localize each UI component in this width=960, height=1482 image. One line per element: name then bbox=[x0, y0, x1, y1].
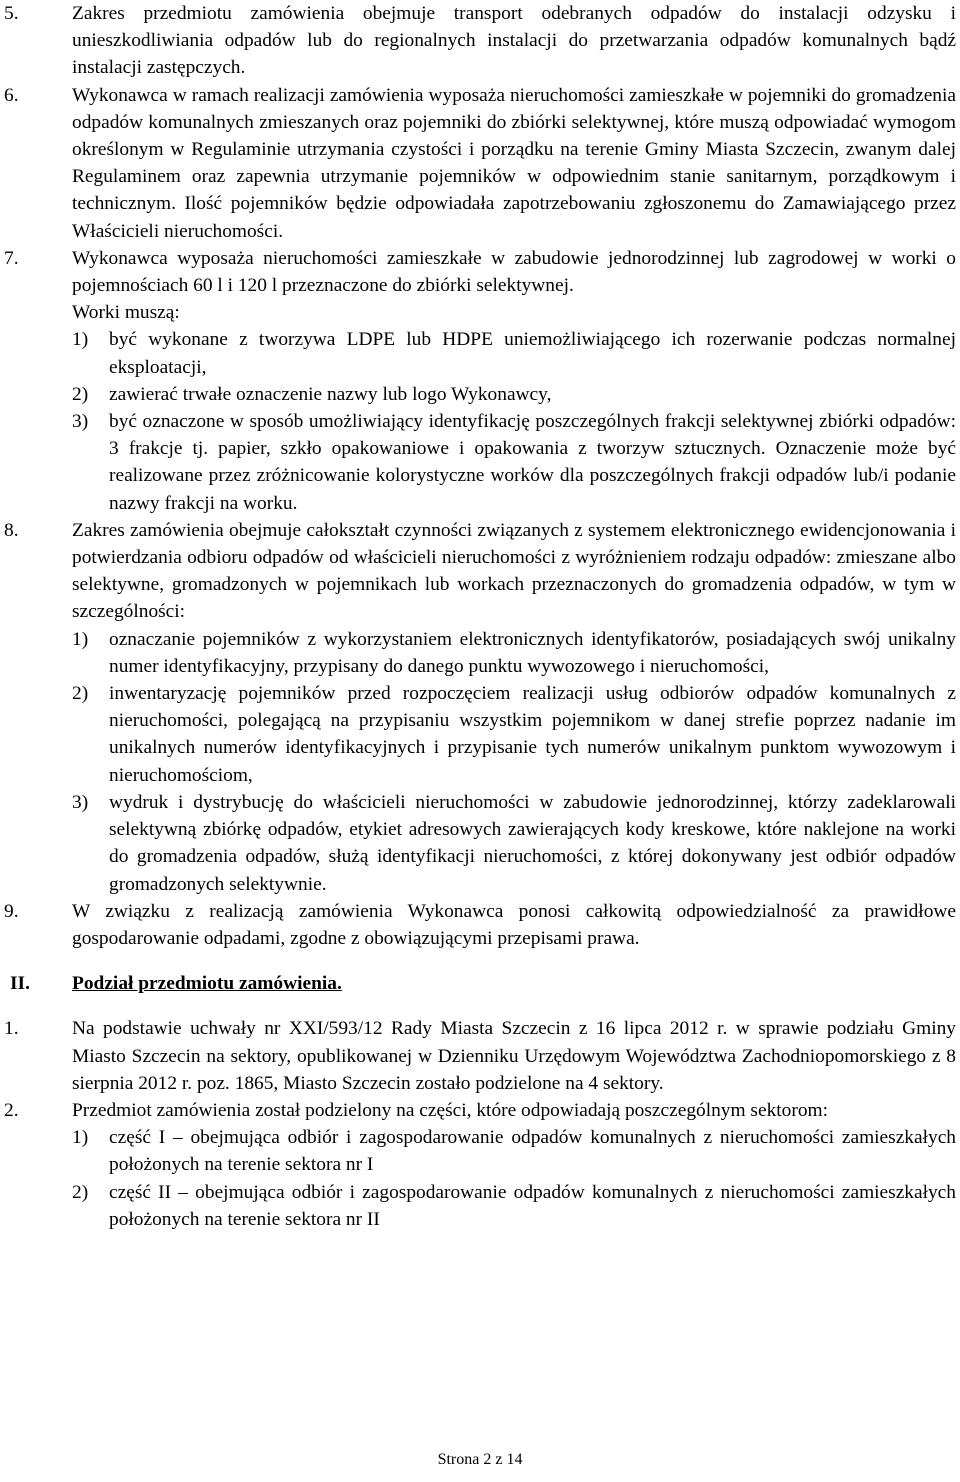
sub-item-text: być wykonane z tworzywa LDPE lub HDPE uniemożliwiającego ich rozerwanie podczas normalnej eksploatacji, bbox=[109, 329, 956, 378]
item-number: 2. bbox=[4, 1099, 19, 1121]
list-item bbox=[0, 898, 960, 952]
sub-item-text: być oznaczone w sposób umożliwiający identyfikację poszczególnych frakcji selektywnej zbiórki odpadów: 3 frakcje tj. papier, szkło opakowaniowe i opakowania z tworzyw sztucznych. Oznaczenie może być realizowane przez zróżnicowanie kolorystyczne worków dla poszczególnych frakcji odpadów lub/i podanie nazwy frakcji na worku. bbox=[109, 411, 956, 514]
sub-item bbox=[72, 789, 956, 898]
sub-item bbox=[72, 1124, 956, 1178]
item-number: 6. bbox=[4, 84, 19, 106]
sub-item-number: 2) bbox=[72, 383, 89, 405]
sub-item-number: 1) bbox=[72, 329, 89, 351]
item-number: 7. bbox=[4, 247, 19, 269]
item-text: Przedmiot zamówienia został podzielony na części, które odpowiadają poszczególnym sektorom: bbox=[72, 1099, 828, 1121]
sub-item-text: zawierać trwałe oznaczenie nazwy lub logo Wykonawcy, bbox=[109, 383, 552, 405]
item-number: 5. bbox=[4, 3, 19, 24]
item-lead: Worki muszą: bbox=[72, 302, 180, 324]
sub-item-number: 2) bbox=[72, 683, 89, 705]
item-text: Zakres zamówienia obejmuje całokształt czynności związanych z systemem elektronicznego ewidencjonowania i potwierdzania odbioru odpadów od właścicieli nieruchomości z wyróżnieniem rodzaju odpadów: zmieszane albo selektywne, gromadzonych w pojemnikach lub workach przeznaczonych do gromadzenia odpadów, w tym w szczególności: bbox=[72, 519, 956, 623]
item-text: Wykonawca wyposaża nieruchomości zamieszkałe w zabudowie jednorodzinnej lub zagrodowej w worki o pojemnościach 60 l i 120 l przeznaczone do zbiórki selektywnej. bbox=[72, 247, 956, 297]
list-item bbox=[0, 245, 960, 517]
list-item bbox=[0, 517, 960, 898]
sub-item-number: 3) bbox=[72, 411, 89, 433]
item-text: Na podstawie uchwały nr XXI/593/12 Rady Miasta Szczecin z 16 lipca 2012 r. w sprawie podziału Gminy Miasto Szczecin na sektory, opublikowanej w Dzienniku Urzędowym Województwa Zachodniopomorskiego z 8 sierpnia 2012 r. poz. 1865, Miasto Szczecin zostało podzielone na 4 sektory. bbox=[72, 1018, 956, 1094]
item-number: 1. bbox=[4, 1018, 19, 1040]
sub-item-number: 2) bbox=[72, 1181, 89, 1203]
sub-item bbox=[72, 381, 956, 408]
section-title: Podział przedmiotu zamówienia. bbox=[72, 973, 342, 995]
sub-item-number: 3) bbox=[72, 791, 89, 813]
section-number: II. bbox=[10, 973, 30, 995]
item-text: W związku z realizacją zamówienia Wykonawca ponosi całkowitą odpowiedzialność za prawidłowe gospodarowanie odpadami, zgodne z obowiązującymi przepisami prawa. bbox=[72, 900, 956, 949]
sub-item bbox=[72, 326, 956, 380]
item-number: 9. bbox=[4, 900, 19, 922]
list-item bbox=[0, 1097, 960, 1233]
item-text: Zakres przedmiotu zamówienia obejmuje transport odebranych odpadów do instalacji odzysku i unieszkodliwiania odpadów lub do regionalnych instalacji do przetwarzania odpadów komunalnych bądź instalacji zastępczych. bbox=[72, 3, 956, 79]
item-number: 8. bbox=[4, 519, 19, 541]
page-number: Strona 2 z 14 bbox=[437, 1451, 523, 1468]
sub-item bbox=[72, 1179, 956, 1233]
list-item bbox=[0, 82, 960, 245]
page-footer bbox=[0, 1450, 960, 1470]
list-item bbox=[0, 1015, 960, 1097]
sub-item-number: 1) bbox=[72, 1127, 89, 1149]
sub-item-text: oznaczanie pojemników z wykorzystaniem elektronicznych identyfikatorów, posiadających swój unikalny numer identyfikacyjny, przypisany do danego punktu wywozowego i nieruchomości, bbox=[109, 628, 956, 677]
item-text: Wykonawca w ramach realizacji zamówienia wyposaża nieruchomości zamieszkałe w pojemniki do gromadzenia odpadów komunalnych zmieszanych oraz pojemniki do zbiórki selektywnej, które muszą odpowiadać wymogom określonym w Regulaminie utrzymania czystości i porządku na terenie Gminy Miasta Szczecin, zwanym dalej Regulaminem oraz zapewnia utrzymanie pojemników w odpowiednim stanie sanitarnym, porządkowym i technicznym. Ilość pojemników będzie odpowiadała zapotrzebowaniu zgłoszonemu do Zamawiającego przez Właścicieli nieruchomości. bbox=[72, 84, 956, 242]
sub-item bbox=[72, 626, 956, 680]
sub-item-text: część II – obejmująca odbiór i zagospodarowanie odpadów komunalnych z nieruchomości zamieszkałych położonych na terenie sektora nr II bbox=[109, 1181, 956, 1230]
sub-item bbox=[72, 408, 956, 517]
list-item bbox=[0, 0, 960, 82]
sub-item bbox=[72, 680, 956, 789]
section-heading bbox=[0, 970, 960, 997]
sub-item-number: 1) bbox=[72, 628, 89, 650]
sub-item-text: inwentaryzację pojemników przed rozpoczęciem realizacji usług odbiorów odpadów komunalnych z nieruchomości, polegającą na przypisaniu wszystkim pojemnikom w danej strefie poprzez nadanie im unikalnych numerów identyfikacyjnych i przypisanie tych numerów unikalnym punktom wywozowym i nieruchomościom, bbox=[109, 683, 956, 786]
sub-item-text: wydruk i dystrybucję do właścicieli nieruchomości w zabudowie jednorodzinnej, którzy zadeklarowali selektywną zbiórkę odpadów, etykiet adresowych zawierających kody kreskowe, które naklejone na worki do gromadzenia odpadów, służą identyfikacji nieruchomości, z której dokonywany jest odbiór odpadów gromadzonych selektywnie. bbox=[109, 791, 956, 895]
sub-item-text: część I – obejmująca odbiór i zagospodarowanie odpadów komunalnych z nieruchomości zamieszkałych położonych na terenie sektora nr I bbox=[109, 1127, 956, 1176]
